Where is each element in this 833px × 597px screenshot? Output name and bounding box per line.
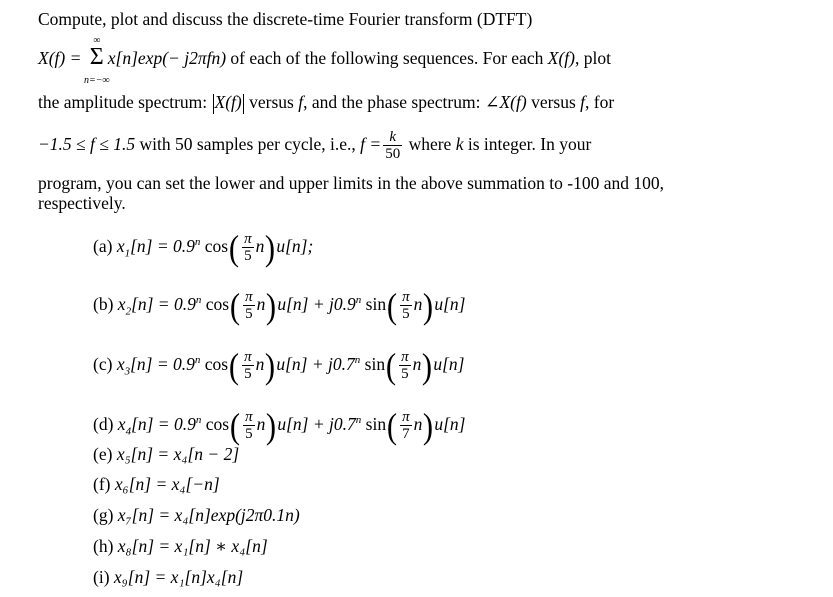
item-f: (f) x₆[n] = x₄[−n]	[93, 474, 220, 494]
summation-sign: ∞ Σ n=−∞	[83, 35, 110, 86]
k-over-50: $\frac{k}{50}$	[385, 128, 401, 162]
f-symbol-2: f	[580, 92, 586, 112]
versus-1: versus	[244, 92, 299, 112]
amp-label: the amplitude spectrum:	[38, 92, 212, 112]
phase-label: , and the phase spectrum:	[303, 92, 485, 112]
item-i: (i) x₉[n] = x₁[n]x₄[n]	[93, 567, 244, 587]
item-b: (b) $x_2[n] = 0.9^n$ cos( $\frac{\pi}{5}$ $n)u[n] + j0.9^n$ sin( $\frac{\pi}{5}$ n)u[n]	[93, 285, 466, 326]
f-symbol-1: f	[298, 92, 304, 112]
item-d: (d) $x_4[n] = 0.9^n$ cos( $\frac{\pi}{5}$ $n)u[n] + j0.7^n$ sin( $\frac{\pi}{7}$ n)u[n]	[93, 405, 466, 446]
intro-line-3	[38, 92, 614, 114]
versus-2: versus	[526, 92, 581, 112]
dtft-body: x[n]exp(− j2πfn)	[107, 48, 227, 68]
k-symbol: k	[455, 134, 464, 154]
abs-xf: X(f)	[214, 92, 242, 112]
intro-line-2	[38, 35, 611, 86]
item-g: (g) x₇[n] = x₄[n]exp(j2π0.1n)	[93, 505, 300, 525]
intro-line-2-end: , plot	[574, 48, 611, 68]
f-eq: f =	[360, 134, 382, 154]
intro-line-6: respectively.	[38, 193, 126, 213]
where-text: where	[404, 134, 456, 154]
item-a: (a) $x_1[n] = 0.9^n$ cos( $\frac{\pi}{5}$ n)u[n];	[93, 227, 314, 268]
intro-line-5: program, you can set the lower and upper limits in the above summation to -100 and 100,	[38, 173, 664, 193]
f-range: −1.5 ≤ f ≤ 1.5	[38, 134, 136, 154]
intro-line-2-text: of each of the following sequences. For each	[226, 48, 548, 68]
integer-text: is integer. In your	[463, 134, 592, 154]
item-c: (c) $x_3[n] = 0.9^n$ cos( $\frac{\pi}{5}$ $n)u[n] + j0.7^n$ sin( $\frac{\pi}{5}$ n)u[n]	[93, 345, 465, 386]
intro-line-1: Compute, plot and discuss the discrete-time Fourier transform (DTFT)	[38, 9, 533, 29]
for-text: , for	[585, 92, 615, 112]
intro-line-4	[38, 126, 591, 162]
samples-text: with 50 samples per cycle, i.e.,	[135, 134, 361, 154]
item-h: (h) x₈[n] = x₁[n] ∗ x₄[n]	[93, 536, 268, 556]
dtft-lhs: X(f) =	[38, 48, 86, 68]
xf-symbol: X(f)	[547, 48, 575, 68]
item-e: (e) x₅[n] = x₄[n − 2]	[93, 444, 240, 464]
phase-xf: ∠X(f)	[484, 92, 527, 112]
